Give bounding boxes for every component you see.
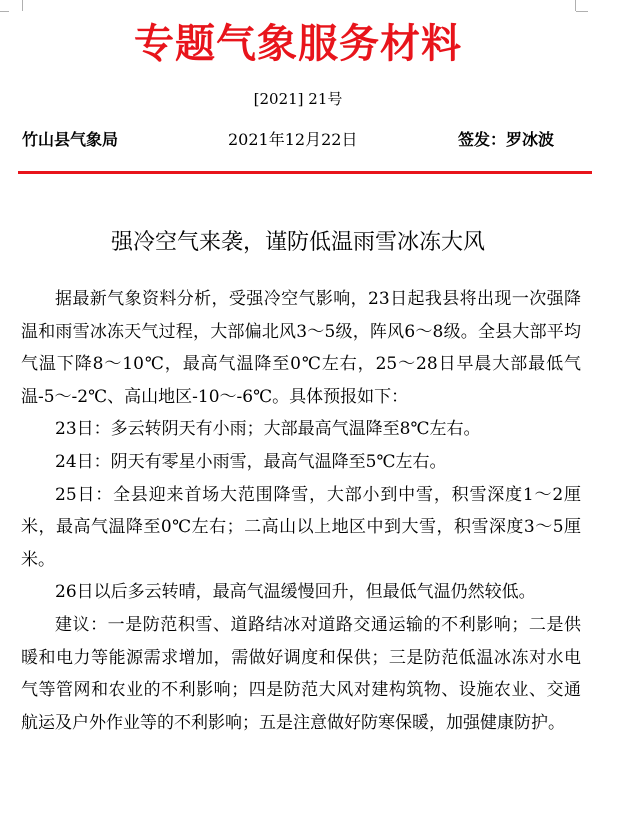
issuing-organization: 竹山县气象局 bbox=[22, 130, 119, 149]
crop-mark-top-left bbox=[8, 0, 23, 11]
signer: 签发：罗冰波 bbox=[458, 130, 555, 149]
article-body[interactable] bbox=[21, 283, 581, 739]
document-masthead: 专题气象服务材料 bbox=[134, 21, 462, 67]
issue-number: [2021] 21号 bbox=[253, 90, 343, 108]
crop-mark-top-right bbox=[575, 0, 590, 11]
meta-row bbox=[0, 128, 596, 152]
issue-date: 2021年12月22日 bbox=[228, 130, 358, 149]
paragraph-day-23: 23日：多云转阴天有小雨；大部最高气温降至8℃左右。 bbox=[55, 419, 481, 440]
paragraph-day-25: 25日：全县迎来首场大范围降雪，大部小到中雪，积雪深度1～2厘米，最高气温降至0℃左右；二高山以上地区中到大雪，积雪深度3～5厘米。 bbox=[21, 484, 581, 570]
red-divider-line bbox=[18, 171, 592, 174]
article-title: 强冷空气来袭，谨防低温雨雪冰冻大风 bbox=[110, 230, 485, 255]
paragraph-day-24: 24日：阴天有零星小雨雪，最高气温降至5℃左右。 bbox=[55, 451, 447, 472]
paragraph-day-26: 26日以后多云转晴，最高气温缓慢回升，但最低气温仍然较低。 bbox=[55, 582, 536, 603]
paragraph-intro: 据最新气象资料分析，受强冷空气影响，23日起我县将出现一次强降温和雨雪冰冻天气过程，大部偏北风3～5级，阵风6～8级。全县大部平均气温下降8～10℃，最高气温降至0℃左右，25～28日早晨大部最低气温-5～-2℃、高山地区-10～-6℃。具体预报如下： bbox=[21, 289, 581, 407]
paragraph-advice: 建议：一是防范积雪、道路结冰对道路交通运输的不利影响；二是供暖和电力等能源需求增加，需做好调度和保供；三是防范低温冰冻对水电气等管网和农业的不利影响；四是防范大风对建构筑物、设施农业、交通航运及户外作业等的不利影响；五是注意做好防寒保暖，加强健康防护。 bbox=[21, 614, 581, 733]
